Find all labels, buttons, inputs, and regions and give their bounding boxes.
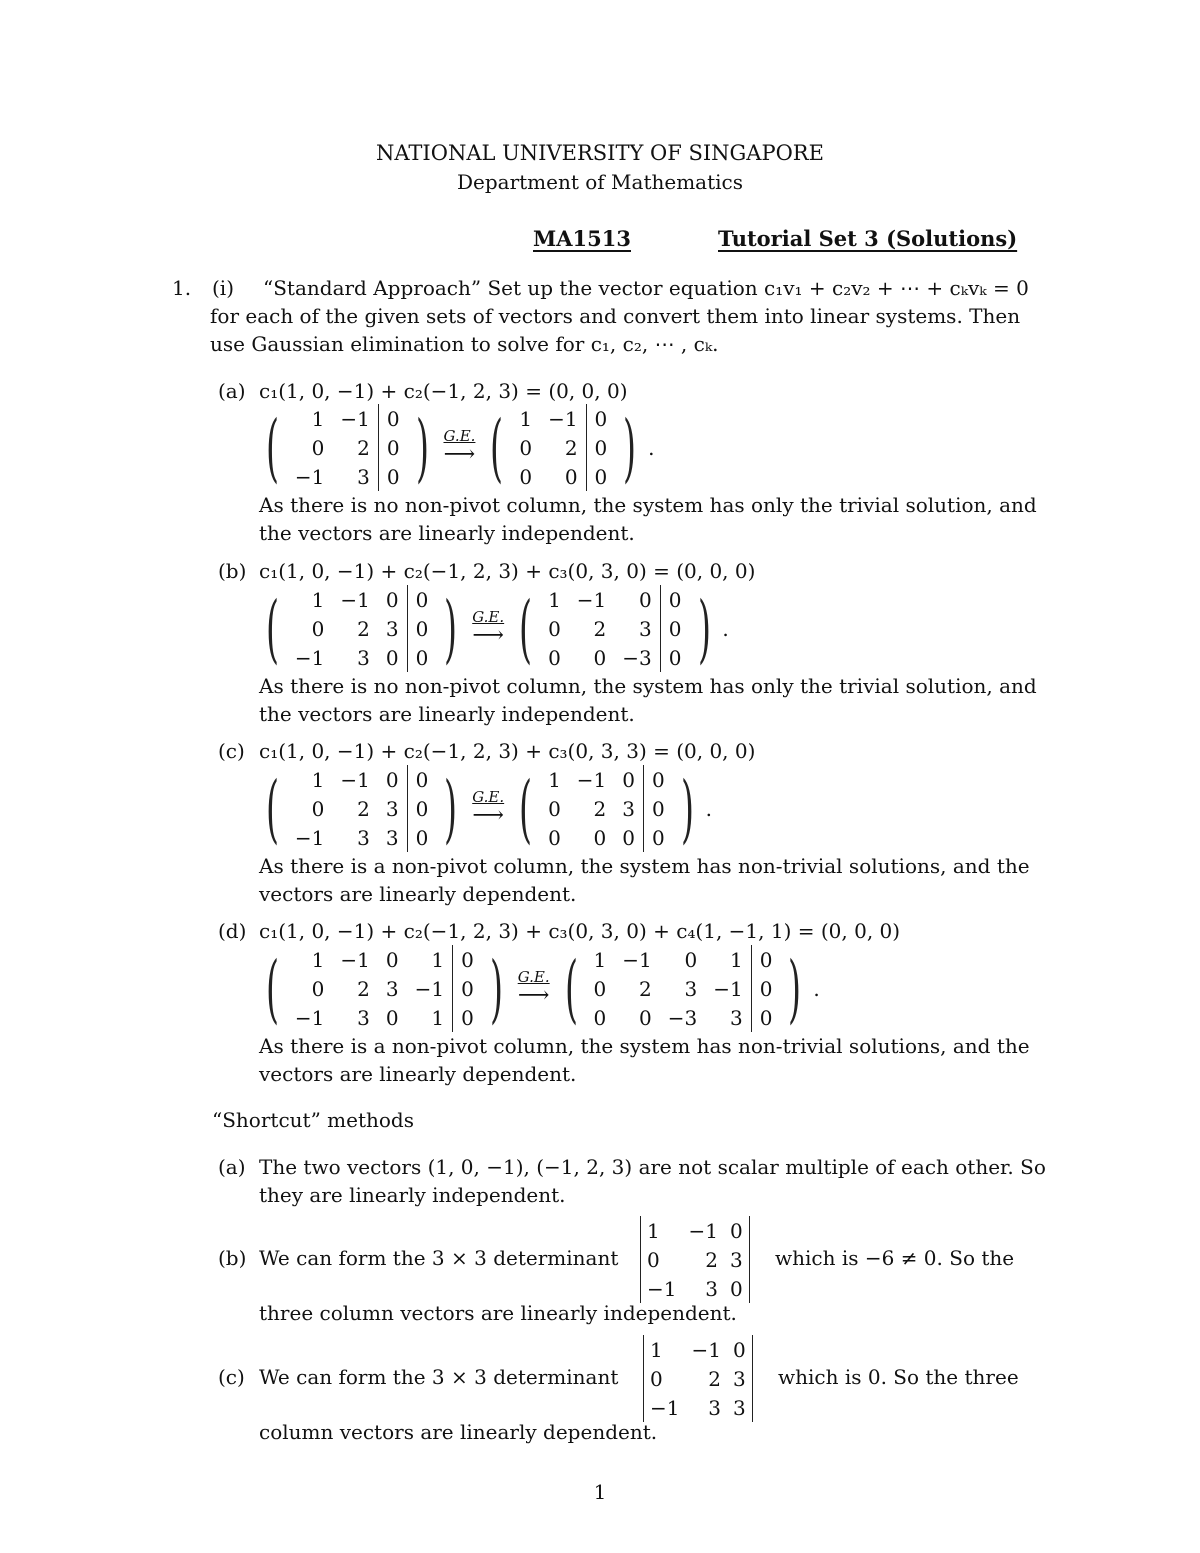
matrix-entry: 0 <box>311 976 325 1001</box>
matrix-row <box>287 462 408 491</box>
page-number: 1 <box>593 1480 607 1504</box>
shortcut-b-post: which is −6 ≠ 0. So the <box>775 1246 1015 1270</box>
matrix-entry: 2 <box>564 435 578 460</box>
part-b-conclusion-2: the vectors are linearly independent. <box>259 702 635 726</box>
matrix-entry: 0 <box>407 585 436 614</box>
determinant-entry: 3 <box>732 1395 746 1420</box>
left-paren: ( <box>265 404 279 491</box>
matrix-entry: 1 <box>730 947 743 972</box>
determinant-entry: 3 <box>708 1395 721 1420</box>
question-part: (i) <box>212 276 235 300</box>
matrix-entry: 0 <box>622 825 636 850</box>
tutorial-set-title: Tutorial Set 3 (Solutions) <box>718 226 1018 251</box>
matrix-entry: −1 <box>340 947 370 972</box>
matrix-entry: 1 <box>431 1005 445 1030</box>
matrix-row <box>287 794 436 823</box>
shortcut-c-label: (c) <box>218 1365 245 1389</box>
matrix-entry: 0 <box>639 587 652 612</box>
right-paren: ) <box>788 945 802 1032</box>
matrix-entry: 3 <box>385 976 399 1001</box>
part-c-matrix-row: ( 1 −1 0 0 0 2 3 0 −1 3 3 0 ) G.E. ⟶ ( 1 −1 0 0 0 2 3 0 0 0 0 0 ) . <box>265 765 712 852</box>
part-b-right-matrix <box>540 585 689 672</box>
part-d-matrix-row: ( 1 −1 0 1 0 0 2 3 −1 0 −1 3 0 1 0 ) G.E. ⟶ ( 1 −1 0 1 0 0 2 3 −1 0 0 0 −3 3 0 ) . <box>265 945 820 1032</box>
determinant-row <box>644 1364 752 1393</box>
shortcut-c-line-2: column vectors are linearly dependent. <box>259 1420 658 1444</box>
determinant-entry: 1 <box>650 1337 663 1362</box>
matrix-entry: −1 <box>548 406 578 431</box>
part-b-matrix-row: ( 1 −1 0 0 0 2 3 0 −1 3 0 0 ) G.E. ⟶ ( 1 −1 0 0 0 2 3 0 0 0 −3 0 ) . <box>265 585 729 672</box>
part-d-equation: c₁(1, 0, −1) + c₂(−1, 2, 3) + c₃(0, 3, 0) + c₄(1, −1, 1) = (0, 0, 0) <box>259 919 901 943</box>
matrix-entry: 0 <box>519 464 533 489</box>
matrix-entry: 3 <box>684 976 698 1001</box>
intro-line-3: use Gaussian elimination to solve for c₁, c₂, ⋯ , cₖ. <box>210 332 719 356</box>
part-a-label: (a) <box>218 379 246 403</box>
part-c-conclusion-2: vectors are linearly dependent. <box>259 882 577 906</box>
matrix-entry: 0 <box>453 974 482 1003</box>
shortcut-a-line-2: they are linearly independent. <box>259 1183 566 1207</box>
determinant-entry: 3 <box>732 1366 746 1391</box>
matrix-entry: 1 <box>311 587 325 612</box>
determinant-entry: 0 <box>729 1276 743 1301</box>
matrix-entry: −1 <box>414 976 445 1001</box>
part-a-matrix-row: ( 1 −1 0 0 2 0 −1 3 0 ) G.E. ⟶ ( 1 −1 0 0 2 0 0 0 0 ) . <box>265 404 655 491</box>
matrix-entry: 1 <box>311 947 325 972</box>
matrix-row <box>287 974 482 1003</box>
matrix-entry: 1 <box>311 767 325 792</box>
part-b-conclusion-1: As there is no non-pivot column, the system has only the trivial solution, and <box>259 674 1037 698</box>
part-c-conclusion-1: As there is a non-pivot column, the system has non-trivial solutions, and the <box>259 854 1030 878</box>
matrix-entry: 0 <box>644 823 673 852</box>
determinant-entry: −1 <box>650 1395 680 1420</box>
shortcut-b-line-2: three column vectors are linearly independent. <box>259 1301 737 1325</box>
matrix-entry: 3 <box>357 1005 370 1030</box>
left-paren: ( <box>265 585 279 672</box>
matrix-entry: 0 <box>639 1005 652 1030</box>
matrix-entry: 0 <box>593 825 607 850</box>
matrix-row <box>511 404 615 433</box>
matrix-entry: 2 <box>357 616 370 641</box>
part-d-left-matrix <box>287 945 482 1032</box>
matrix-entry: −1 <box>340 406 370 431</box>
determinant-row <box>644 1335 752 1364</box>
part-d-label: (d) <box>218 919 247 943</box>
determinant-entry: −1 <box>647 1276 677 1301</box>
right-paren: ) <box>444 765 458 852</box>
left-paren: ( <box>490 404 504 491</box>
shortcut-c-post: which is 0. So the three <box>778 1365 1019 1389</box>
part-d-right-matrix <box>586 945 781 1032</box>
part-b-equation: c₁(1, 0, −1) + c₂(−1, 2, 3) + c₃(0, 3, 0) = (0, 0, 0) <box>259 559 756 583</box>
matrix-entry: 0 <box>378 462 407 491</box>
matrix-row <box>540 794 673 823</box>
matrix-row <box>287 765 436 794</box>
part-c-left-matrix <box>287 765 436 852</box>
matrix-entry: 0 <box>644 794 673 823</box>
matrix-entry: −1 <box>576 767 607 792</box>
matrix-entry: 1 <box>548 767 561 792</box>
matrix-row <box>287 585 436 614</box>
matrix-entry: 1 <box>548 587 561 612</box>
intro-line-1: “Standard Approach” Set up the vector equation c₁v₁ + c₂v₂ + ⋯ + cₖvₖ = 0 <box>263 276 1029 300</box>
matrix-entry: 0 <box>311 616 325 641</box>
matrix-row <box>586 1003 781 1032</box>
determinant-row <box>641 1245 749 1274</box>
part-c-right-matrix <box>540 765 673 852</box>
matrix-row <box>287 433 408 462</box>
matrix-entry: 0 <box>644 765 673 794</box>
matrix-entry: 0 <box>407 643 436 672</box>
matrix-entry: 0 <box>751 945 780 974</box>
matrix-entry: 0 <box>593 645 607 670</box>
right-paren: ) <box>415 404 429 491</box>
matrix-row <box>511 433 615 462</box>
determinant-entry: 3 <box>705 1276 718 1301</box>
matrix-entry: 0 <box>378 433 407 462</box>
matrix-entry: 3 <box>730 1005 743 1030</box>
matrix-entry: −1 <box>294 645 325 670</box>
matrix-entry: 2 <box>639 976 652 1001</box>
matrix-entry: −3 <box>667 1005 698 1030</box>
matrix-entry: 0 <box>751 974 780 1003</box>
determinant-entry: 3 <box>729 1247 743 1272</box>
matrix-entry: 2 <box>593 796 607 821</box>
intro-line-2: for each of the given sets of vectors and convert them into linear systems. Then <box>210 304 1021 328</box>
part-d-conclusion-1: As there is a non-pivot column, the system has non-trivial solutions, and the <box>259 1034 1030 1058</box>
determinant-entry: −1 <box>691 1337 721 1362</box>
matrix-entry: 0 <box>385 947 399 972</box>
shortcut-b-determinant <box>640 1216 750 1303</box>
left-paren: ( <box>265 765 279 852</box>
matrix-row <box>287 823 436 852</box>
matrix-entry: 3 <box>385 616 399 641</box>
shortcut-a-label: (a) <box>218 1155 246 1179</box>
matrix-entry: 0 <box>684 947 698 972</box>
matrix-entry: 0 <box>564 464 578 489</box>
matrix-row <box>540 823 673 852</box>
shortcut-c-determinant <box>643 1335 753 1422</box>
matrix-entry: 0 <box>586 462 615 491</box>
determinant-entry: 0 <box>732 1337 746 1362</box>
matrix-row <box>540 765 673 794</box>
matrix-entry: 0 <box>453 1003 482 1032</box>
matrix-entry: 0 <box>385 1005 399 1030</box>
determinant-row <box>641 1216 749 1245</box>
matrix-entry: −1 <box>294 464 325 489</box>
matrix-entry: 2 <box>593 616 607 641</box>
matrix-entry: −1 <box>622 947 652 972</box>
matrix-row <box>287 1003 482 1032</box>
part-c-label: (c) <box>218 739 245 763</box>
part-c-equation: c₁(1, 0, −1) + c₂(−1, 2, 3) + c₃(0, 3, 3) = (0, 0, 0) <box>259 739 756 763</box>
matrix-entry: 1 <box>431 947 445 972</box>
matrix-entry: 0 <box>548 796 561 821</box>
determinant-entry: 0 <box>650 1366 663 1391</box>
matrix-row <box>511 462 615 491</box>
part-b-left-matrix <box>287 585 436 672</box>
matrix-entry: −1 <box>294 825 325 850</box>
matrix-entry: 0 <box>407 794 436 823</box>
matrix-entry: 0 <box>453 945 482 974</box>
matrix-entry: 3 <box>385 796 399 821</box>
matrix-row <box>287 643 436 672</box>
matrix-entry: 0 <box>407 823 436 852</box>
matrix-entry: 3 <box>357 825 370 850</box>
determinant-entry: 2 <box>708 1366 721 1391</box>
matrix-entry: 0 <box>311 435 325 460</box>
matrix-entry: 2 <box>357 796 370 821</box>
right-paren: ) <box>697 585 711 672</box>
part-a-conclusion-2: the vectors are linearly independent. <box>259 521 635 545</box>
right-paren: ) <box>489 945 503 1032</box>
matrix-entry: 3 <box>639 616 652 641</box>
matrix-entry: −3 <box>622 645 652 670</box>
matrix-entry: 0 <box>519 435 533 460</box>
matrix-entry: 0 <box>586 404 615 433</box>
matrix-entry: 0 <box>407 614 436 643</box>
shortcut-a-line-1: The two vectors (1, 0, −1), (−1, 2, 3) are not scalar multiple of each other. So <box>259 1155 1046 1179</box>
matrix-entry: 0 <box>751 1003 780 1032</box>
matrix-entry: 0 <box>385 587 399 612</box>
determinant-entry: −1 <box>688 1218 718 1243</box>
matrix-entry: 3 <box>357 645 370 670</box>
matrix-entry: 0 <box>593 976 607 1001</box>
matrix-entry: 0 <box>622 767 636 792</box>
matrix-entry: 0 <box>407 765 436 794</box>
matrix-row <box>586 974 781 1003</box>
part-d-conclusion-2: vectors are linearly dependent. <box>259 1062 577 1086</box>
determinant-row <box>641 1274 749 1303</box>
gaussian-elimination-arrow: G.E. ⟶ <box>443 427 476 467</box>
right-paren: ) <box>680 765 694 852</box>
question-number: 1. <box>172 276 192 300</box>
university-name: NATIONAL UNIVERSITY OF SINGAPORE <box>376 141 824 165</box>
shortcut-c-pre: We can form the 3 × 3 determinant <box>259 1365 619 1389</box>
course-code: MA1513 <box>533 226 631 251</box>
matrix-entry: −1 <box>576 587 607 612</box>
matrix-row <box>586 945 781 974</box>
left-paren: ( <box>519 765 533 852</box>
part-a-left-matrix <box>287 404 408 491</box>
matrix-entry: 0 <box>660 614 689 643</box>
matrix-entry: 0 <box>586 433 615 462</box>
left-paren: ( <box>265 945 279 1032</box>
matrix-entry: 0 <box>548 645 561 670</box>
matrix-row <box>287 404 408 433</box>
determinant-entry: 1 <box>647 1218 660 1243</box>
matrix-entry: 0 <box>385 645 399 670</box>
matrix-row <box>540 643 689 672</box>
matrix-entry: 2 <box>357 976 370 1001</box>
matrix-entry: 0 <box>593 1005 607 1030</box>
matrix-entry: −1 <box>713 976 743 1001</box>
matrix-entry: 0 <box>548 616 561 641</box>
determinant-row <box>644 1393 752 1422</box>
matrix-entry: 1 <box>593 947 607 972</box>
matrix-entry: −1 <box>340 587 370 612</box>
matrix-row <box>540 614 689 643</box>
left-paren: ( <box>519 585 533 672</box>
matrix-entry: 0 <box>548 825 561 850</box>
matrix-entry: 0 <box>385 767 399 792</box>
matrix-entry: −1 <box>294 1005 325 1030</box>
right-paren: ) <box>444 585 458 672</box>
determinant-entry: 0 <box>729 1218 743 1243</box>
matrix-entry: 3 <box>622 796 636 821</box>
matrix-entry: 0 <box>311 796 325 821</box>
matrix-entry: 3 <box>357 464 370 489</box>
shortcut-b-label: (b) <box>218 1246 247 1270</box>
matrix-entry: 2 <box>357 435 370 460</box>
shortcut-b-pre: We can form the 3 × 3 determinant <box>259 1246 619 1270</box>
matrix-row <box>540 585 689 614</box>
part-a-equation: c₁(1, 0, −1) + c₂(−1, 2, 3) = (0, 0, 0) <box>259 379 628 403</box>
matrix-entry: 1 <box>311 406 325 431</box>
matrix-row <box>287 945 482 974</box>
left-paren: ( <box>564 945 578 1032</box>
shortcut-heading: “Shortcut” methods <box>212 1108 414 1132</box>
determinant-entry: 0 <box>647 1247 660 1272</box>
matrix-entry: −1 <box>340 767 370 792</box>
part-b-label: (b) <box>218 559 247 583</box>
part-a-right-matrix <box>511 404 615 491</box>
part-a-conclusion-1: As there is no non-pivot column, the system has only the trivial solution, and <box>259 493 1037 517</box>
matrix-entry: 1 <box>519 406 533 431</box>
matrix-entry: 0 <box>660 643 689 672</box>
matrix-entry: 3 <box>385 825 399 850</box>
gaussian-elimination-arrow: G.E. ⟶ <box>472 788 505 828</box>
determinant-entry: 2 <box>705 1247 718 1272</box>
matrix-entry: 0 <box>660 585 689 614</box>
right-paren: ) <box>623 404 637 491</box>
gaussian-elimination-arrow: G.E. ⟶ <box>472 608 505 648</box>
matrix-row <box>287 614 436 643</box>
gaussian-elimination-arrow: G.E. ⟶ <box>517 968 550 1008</box>
matrix-entry: 0 <box>378 404 407 433</box>
department-name: Department of Mathematics <box>456 170 743 194</box>
